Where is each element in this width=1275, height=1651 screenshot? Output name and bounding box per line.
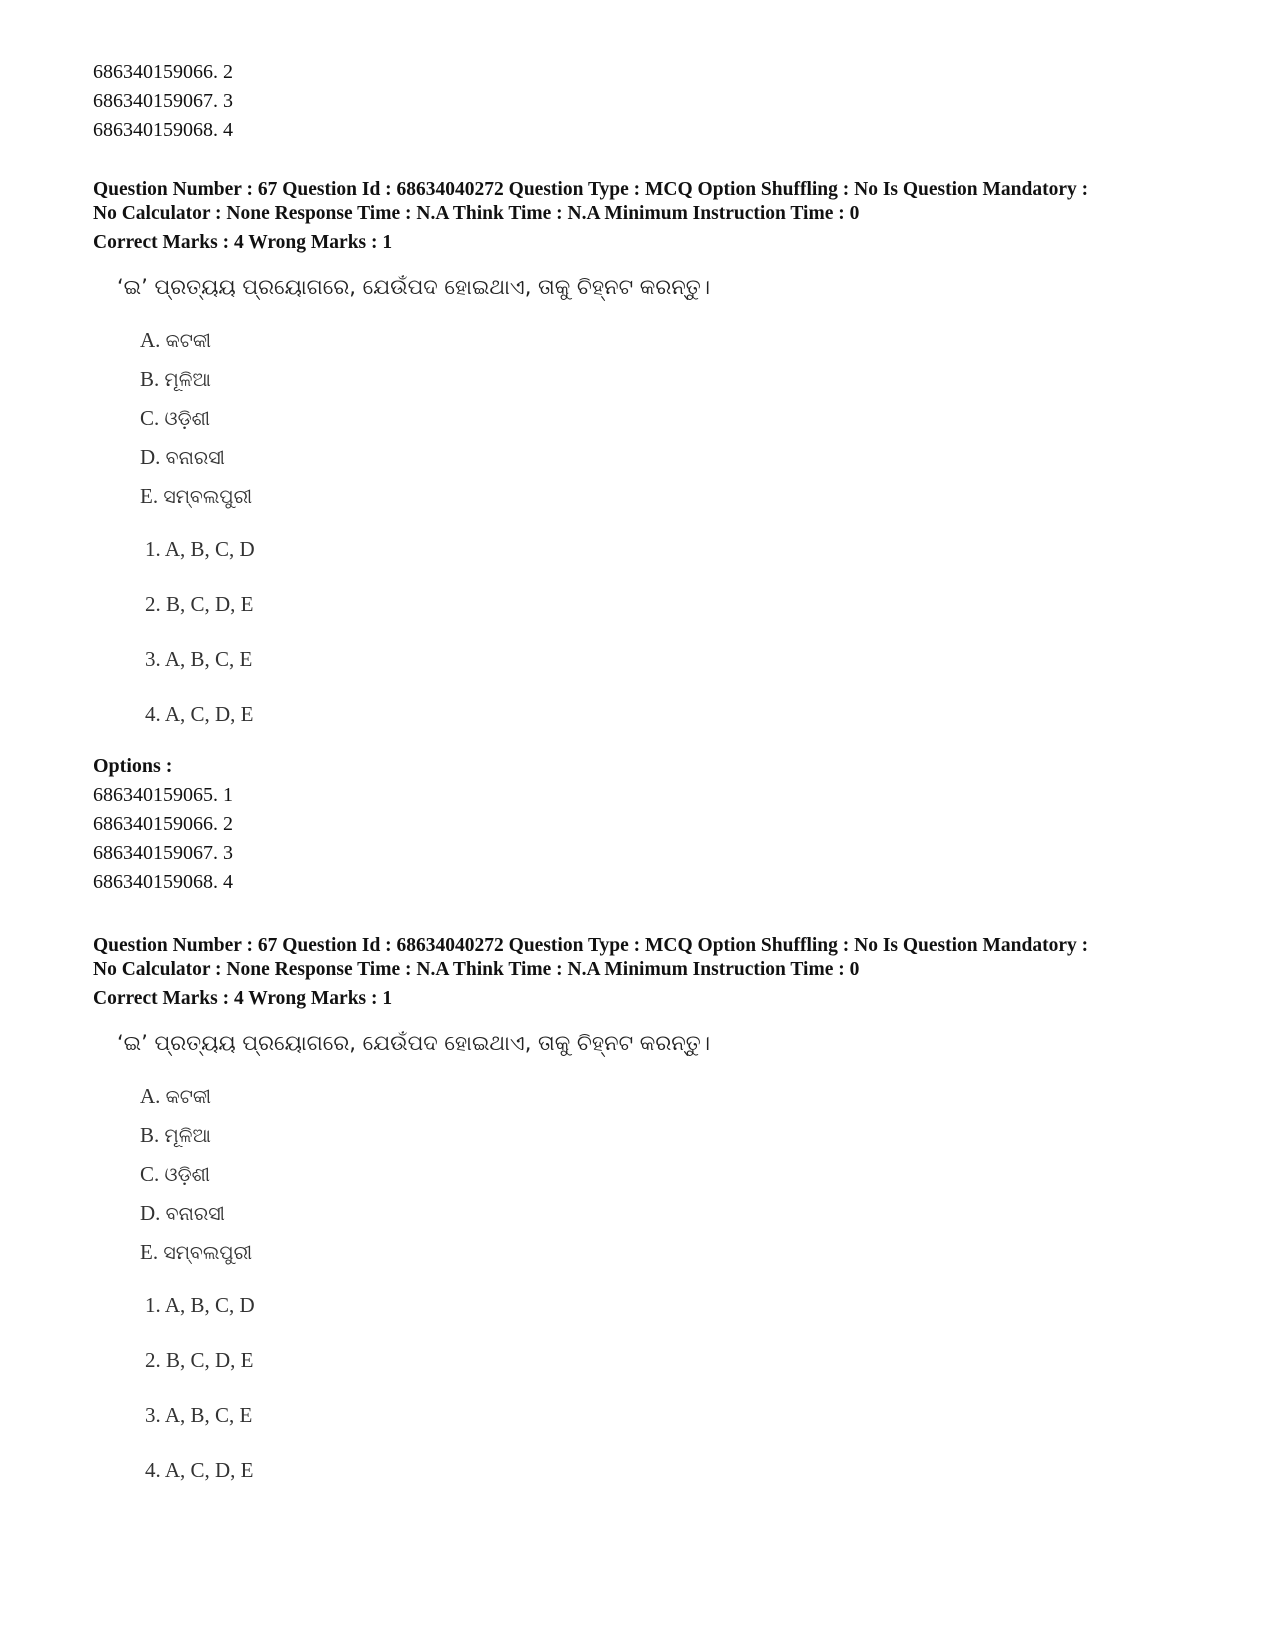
statement-item [140, 325, 1213, 364]
question-prompt: ‘ଇ’ ପ୍ରତ୍ୟୟ ପ୍ରୟୋଗରେ, ଯେଉଁପଦ ହୋଇଥାଏ, ତାକୁ ଚିହ୍ନଟ କରନ୍ତୁ। [117, 275, 711, 299]
statement-word: ଓଡ଼ିଶୀ [164, 1164, 210, 1186]
answer-choice: 3. A, B, C, E [145, 647, 253, 671]
statement-letter: B. [140, 1123, 160, 1147]
statement-letter: C. [140, 406, 160, 430]
statement-letter: D. [140, 445, 161, 469]
statement-letter: C. [140, 1162, 160, 1186]
statement-word: ସମ୍ବଲପୁରୀ [163, 1242, 253, 1264]
option-line: 686340159068. 4 [93, 119, 233, 141]
answer-choice: 1. A, B, C, D [145, 1293, 255, 1317]
answer-choice: 4. A, C, D, E [145, 702, 254, 726]
option-line: 686340159067. 3 [93, 90, 233, 112]
question-meta-line: Question Number : 67 Question Id : 68634040272 Question Type : MCQ Option Shuffling : No Is Question Mandatory : [93, 935, 1089, 956]
statement-word: କଟକୀ [165, 1086, 212, 1108]
option-line: 686340159065. 1 [93, 784, 233, 806]
statement-word: ମୂଳିଆ [164, 1125, 211, 1147]
statement-list [140, 1081, 1213, 1276]
statement-item [140, 403, 1213, 442]
question-prompt: ‘ଇ’ ପ୍ରତ୍ୟୟ ପ୍ରୟୋଗରେ, ଯେଉଁପଦ ହୋଇଥାଏ, ତାକୁ ଚିହ୍ନଟ କରନ୍ତୁ। [117, 1031, 711, 1055]
statement-word: ସମ୍ବଲପୁରୀ [163, 486, 253, 508]
statement-item [140, 442, 1213, 481]
question-marks: Correct Marks : 4 Wrong Marks : 1 [93, 988, 393, 1009]
question-meta-line: No Calculator : None Response Time : N.A Think Time : N.A Minimum Instruction Time : 0 [93, 203, 860, 224]
statement-item [140, 1159, 1213, 1198]
statement-letter: A. [140, 1084, 161, 1108]
statement-letter: E. [140, 1240, 159, 1264]
question-marks: Correct Marks : 4 Wrong Marks : 1 [93, 232, 393, 253]
statement-item [140, 1237, 1213, 1276]
statement-item [140, 1198, 1213, 1237]
statement-letter: D. [140, 1201, 161, 1225]
statement-word: ବନାରସୀ [165, 447, 225, 469]
statement-item [140, 1081, 1213, 1120]
statement-word: ମୂଳିଆ [164, 369, 211, 391]
statement-word: ଓଡ଼ିଶୀ [164, 408, 210, 430]
answer-choices [145, 1290, 1213, 1510]
answer-choice: 3. A, B, C, E [145, 1403, 253, 1427]
answer-choices [145, 534, 1213, 754]
question-meta-line: Question Number : 67 Question Id : 68634040272 Question Type : MCQ Option Shuffling : No Is Question Mandatory : [93, 179, 1089, 200]
answer-choice: 2. B, C, D, E [145, 1348, 254, 1372]
statement-word: ବନାରସୀ [165, 1203, 225, 1225]
answer-choice: 4. A, C, D, E [145, 1458, 254, 1482]
option-line: 686340159068. 4 [93, 871, 233, 893]
statement-item [140, 364, 1213, 403]
statement-letter: A. [140, 328, 161, 352]
statement-item [140, 1120, 1213, 1159]
option-line: 686340159066. 2 [93, 813, 233, 835]
question-block [93, 934, 1213, 1510]
options-label: Options : [93, 755, 173, 777]
statement-letter: E. [140, 484, 159, 508]
statement-word: କଟକୀ [165, 330, 212, 352]
statement-list [140, 325, 1213, 520]
question-meta-line: No Calculator : None Response Time : N.A Think Time : N.A Minimum Instruction Time : 0 [93, 959, 860, 980]
option-line: 686340159066. 2 [93, 61, 233, 83]
question-block [93, 178, 1213, 897]
answer-choice: 2. B, C, D, E [145, 592, 254, 616]
statement-item [140, 481, 1213, 520]
answer-choice: 1. A, B, C, D [145, 537, 255, 561]
statement-letter: B. [140, 367, 160, 391]
option-line: 686340159067. 3 [93, 842, 233, 864]
previous-options-list [93, 58, 233, 145]
